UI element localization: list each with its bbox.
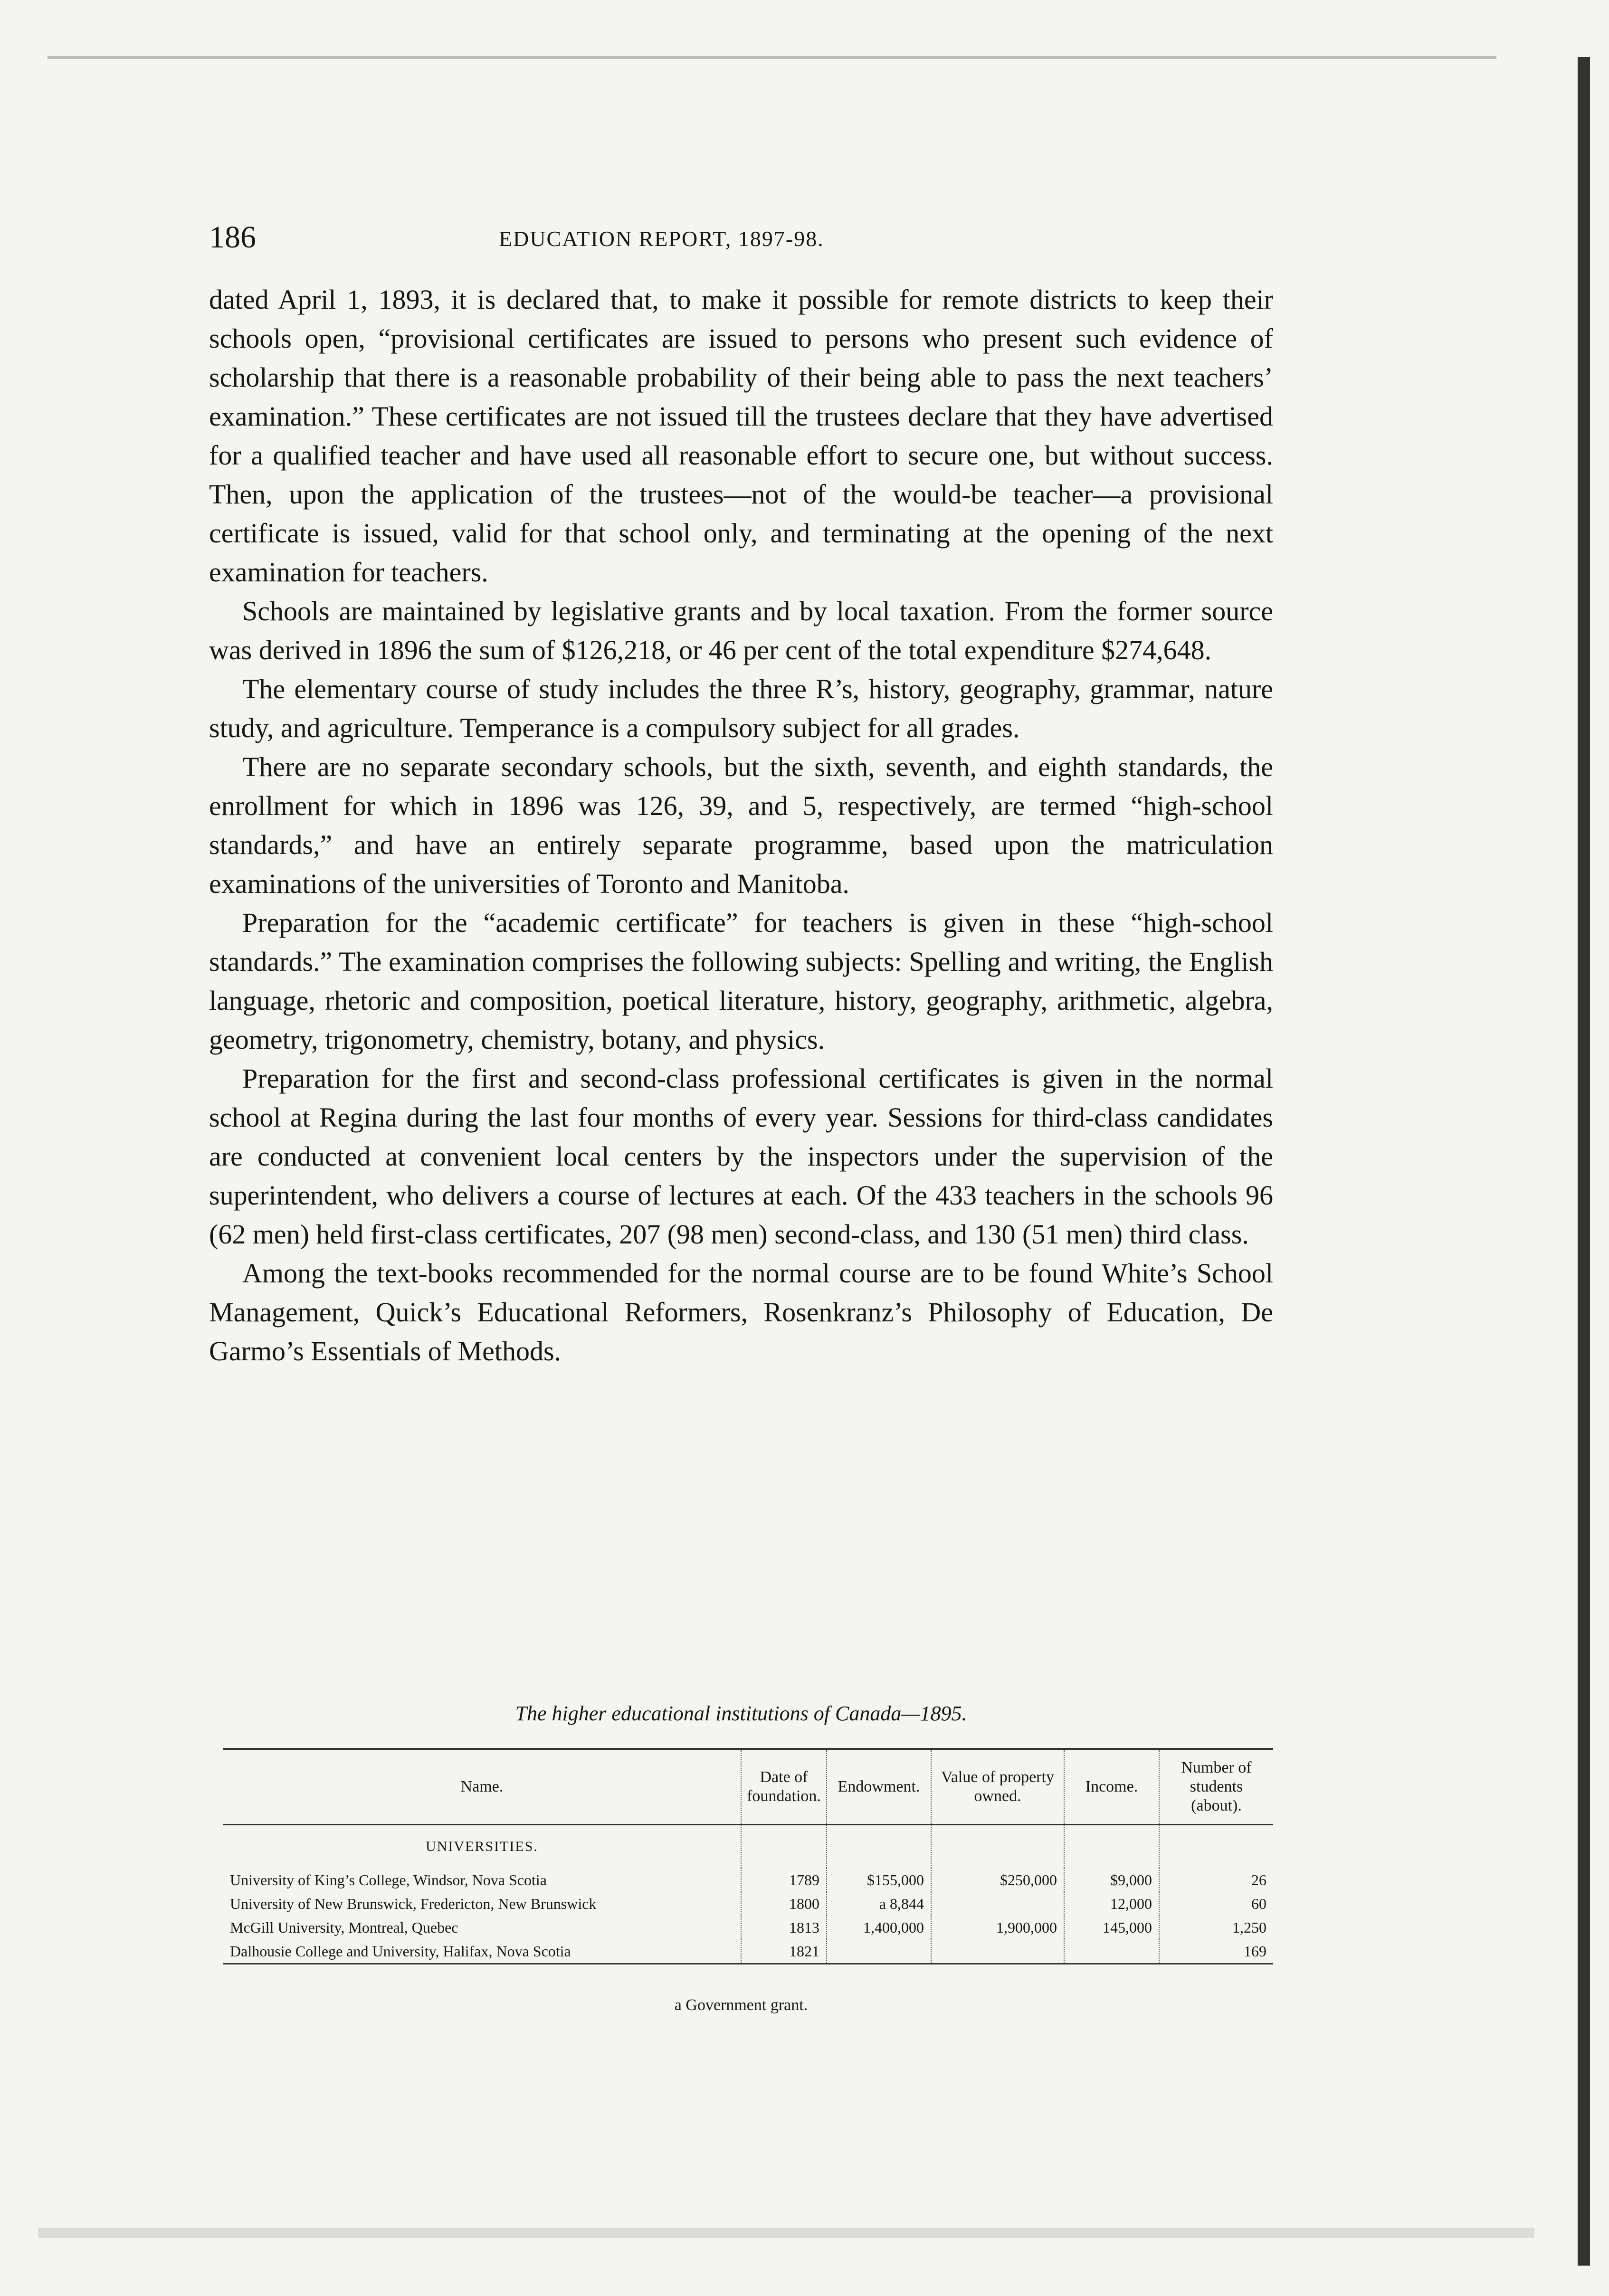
body-text xyxy=(209,280,1273,1371)
paragraph-academic-certificate: Preparation for the “academic certificate” for teachers is given in these “high-school standards.” The examination comprises the following subjects: Spelling and writing, the English language, rhetoric and composition, poetical literature, history, geography, arithmetic, algebra, geometry, trigonometry, chemistry, botany, and physics. xyxy=(209,907,1273,1055)
table-section-cell xyxy=(223,1825,741,1869)
paragraph-elementary-course: The elementary course of study includes the three R’s, history, geography, grammar, nature study, and agriculture. Temperance is a compulsory subject for all grades. xyxy=(209,674,1273,743)
table-cell-students: 169 xyxy=(1159,1939,1273,1964)
institutions-table xyxy=(223,1748,1273,1964)
running-head: EDUCATION REPORT, 1897-98. xyxy=(499,227,824,251)
column-header-property: Value of property owned. xyxy=(931,1749,1064,1825)
table-cell-income xyxy=(1064,1939,1159,1964)
table-row xyxy=(223,1916,1273,1939)
page-header xyxy=(209,216,1273,259)
table-cell-name: McGill University, Montreal, Quebec xyxy=(230,1919,458,1936)
table-cell-name: University of King’s College, Windsor, Nova Scotia xyxy=(230,1871,547,1888)
paragraph-provisional-certificates: dated April 1, 1893, it is declared that, to make it possible for remote districts to keep their schools open, “provisional certificates are issued to persons who present such evidence of scholarship that there is a reasonable probability of their being able to pass the next teachers’ examination.” These certificates are not issued till the trustees declare that they have advertised for a qualified teacher and have used all reasonable effort to secure one, but without success. Then, upon the application of the trustees—not of the would-be teacher—a provisional certificate is issued, valid for that school only, and terminating at the opening of the next examination for teachers. xyxy=(209,284,1273,588)
table-footnote: a Government grant. xyxy=(674,1996,808,2014)
section-label: UNIVERSITIES. xyxy=(426,1839,538,1854)
table-header-row xyxy=(223,1749,1273,1825)
table-caption: The higher educational institutions of Canada—1895. xyxy=(515,1702,967,1725)
table-cell-date: 1789 xyxy=(741,1868,827,1892)
table-cell-students: 1,250 xyxy=(1159,1916,1273,1939)
column-header-name: Name. xyxy=(223,1749,741,1825)
table-cell-income: $9,000 xyxy=(1064,1868,1159,1892)
table-row xyxy=(223,1939,1273,1964)
table-cell-income: 12,000 xyxy=(1064,1892,1159,1916)
table-cell-endowment: a 8,844 xyxy=(827,1892,931,1916)
scan-edge-bottom xyxy=(38,2228,1534,2238)
table-cell-endowment: $155,000 xyxy=(827,1868,931,1892)
table-cell-students: 60 xyxy=(1159,1892,1273,1916)
table-row xyxy=(223,1868,1273,1892)
table-section-row xyxy=(223,1825,1273,1869)
table-cell-endowment: 1,400,000 xyxy=(827,1916,931,1939)
table-cell-property xyxy=(931,1939,1064,1964)
table-row xyxy=(223,1892,1273,1916)
table-cell-name: University of New Brunswick, Fredericton, New Brunswick xyxy=(230,1895,597,1912)
paragraph-high-school-standards: There are no separate secondary schools, but the sixth, seventh, and eighth standards, the enrollment for which in 1896 was 126, 39, and 5, respectively, are termed “high-school standards,” and have an entirely separate programme, based upon the matriculation examinations of the universities of Toronto and Manitoba. xyxy=(209,751,1273,899)
table-cell-endowment xyxy=(827,1939,931,1964)
scan-edge-right xyxy=(1578,57,1590,2266)
column-header-endowment: Endowment. xyxy=(827,1749,931,1825)
table-cell-property: 1,900,000 xyxy=(931,1916,1064,1939)
page-number: 186 xyxy=(209,220,256,255)
table-cell-property xyxy=(931,1892,1064,1916)
column-header-income: Income. xyxy=(1064,1749,1159,1825)
table-cell-name: Dalhousie College and University, Halifax, Nova Scotia xyxy=(223,1939,741,1964)
paragraph-professional-certificates: Preparation for the first and second-class professional certificates is given in the normal school at Regina during the last four months of every year. Sessions for third-class candidates are conducted at convenient local centers by the inspectors under the supervision of the superintendent, who delivers a course of lectures at each. Of the 433 teachers in the schools 96 (62 men) held first-class certificates, 207 (98 men) second-class, and 130 (51 men) third class. xyxy=(209,1063,1273,1250)
column-header-date: Date of foundation. xyxy=(741,1749,827,1825)
table-cell-students: 26 xyxy=(1159,1868,1273,1892)
table-cell-date: 1813 xyxy=(741,1916,827,1939)
paragraph-school-funding: Schools are maintained by legislative grants and by local taxation. From the former source was derived in 1896 the sum of $126,218, or 46 per cent of the total expenditure $274,648. xyxy=(209,596,1273,665)
table-cell-date: 1800 xyxy=(741,1892,827,1916)
table-cell-property: $250,000 xyxy=(931,1868,1064,1892)
table-cell-income: 145,000 xyxy=(1064,1916,1159,1939)
table-cell-date: 1821 xyxy=(741,1939,827,1964)
column-header-students: Number of students (about). xyxy=(1159,1749,1273,1825)
paragraph-text-books: Among the text-books recommended for the normal course are to be found White’s School Management, Quick’s Educational Reformers, Rosenkranz’s Philosophy of Education, De Garmo’s Essentials of Methods. xyxy=(209,1258,1273,1366)
scan-edge-top xyxy=(48,56,1496,59)
